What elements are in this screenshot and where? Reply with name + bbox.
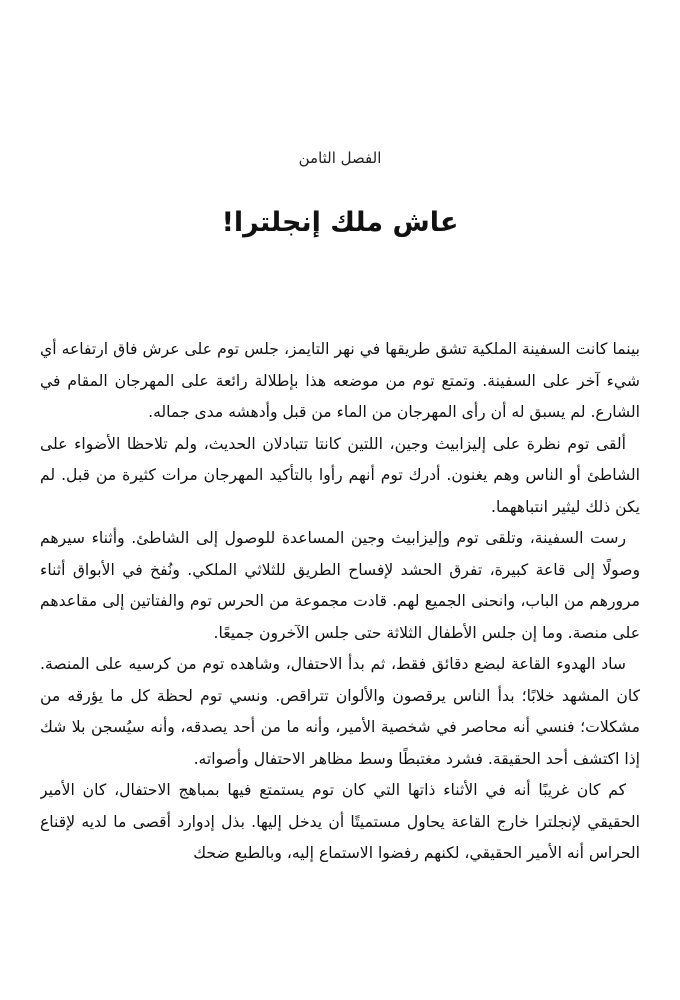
paragraph: بينما كانت السفينة الملكية تشق طريقها في نهر التايمز، جلس توم على عرش فاق ارتفاعه أي شيء آخر على السفينة. وتمتع توم من موضعه هذا بإطلالة رائعة على المهرجان المقام في الشارع. لم يسبق له أن رأى المهرجان من الماء من قبل وأدهشه مدى جماله. [40, 340, 640, 421]
paragraph: كم كان غريبًا أنه في الأثناء ذاتها التي كان توم يستمتع فيها بمباهج الاحتفال، كان الأمير الحقيقي لإنجلترا خارج القاعة يحاول مستميتًا أن يدخل إليها. بذل إدوارد أقصى ما لديه لإقناع الحراس أنه الأمير الحقيقي، لكنهم رفضوا الاستماع إليه، وبالطبع ضحك [40, 781, 640, 862]
paragraph: رست السفينة، وتلقى توم وإليزابيث وجين المساعدة للوصول إلى الشاطئ. وأثناء سيرهم وصولًا إلى قاعة كبيرة، تفرق الحشد لإفساح الطريق للثلاثي الملكي. ونُفخ في الأبواق أثناء مرورهم من الباب، وانحنى الجميع لهم. قادت مجموعة من الحرس توم والفتاتين إلى مقاعدهم على منصة. وما إن جلس الأطفال الثلاثة حتى جلس الآخرون جميعًا. [40, 529, 640, 642]
chapter-label: الفصل الثامن [298, 149, 382, 167]
paragraph: ساد الهدوء القاعة لبضع دقائق فقط، ثم بدأ الاحتفال، وشاهده توم من كرسيه على المنصة. كان المشهد خلابًا؛ بدأ الناس يرقصون والألوان تتراقص. ونسي توم لحظة كل ما يؤرقه من مشكلات؛ فنسي أنه محاصر في شخصية الأمير، وأنه ما من أحد يصدقه، وأنه سيُسجن بلا شك إذا اكتشف أحد الحقيقة. فشرد مغتبطًا وسط مظاهر الاحتفال وأصواته. [40, 655, 640, 768]
paragraph: ألقى توم نظرة على إليزابيث وجين، اللتين كانتا تتبادلان الحديث، ولم تلاحظا الأضواء على الشاطئ أو الناس وهم يغنون. أدرك توم أنهم رأوا بالتأكيد المهرجان مرات كثيرة من قبل. لم يكن ذلك ليثير انتباههما. [40, 434, 640, 516]
chapter-title: عاش ملك إنجلترا! [221, 207, 459, 238]
chapter-body [40, 334, 640, 994]
